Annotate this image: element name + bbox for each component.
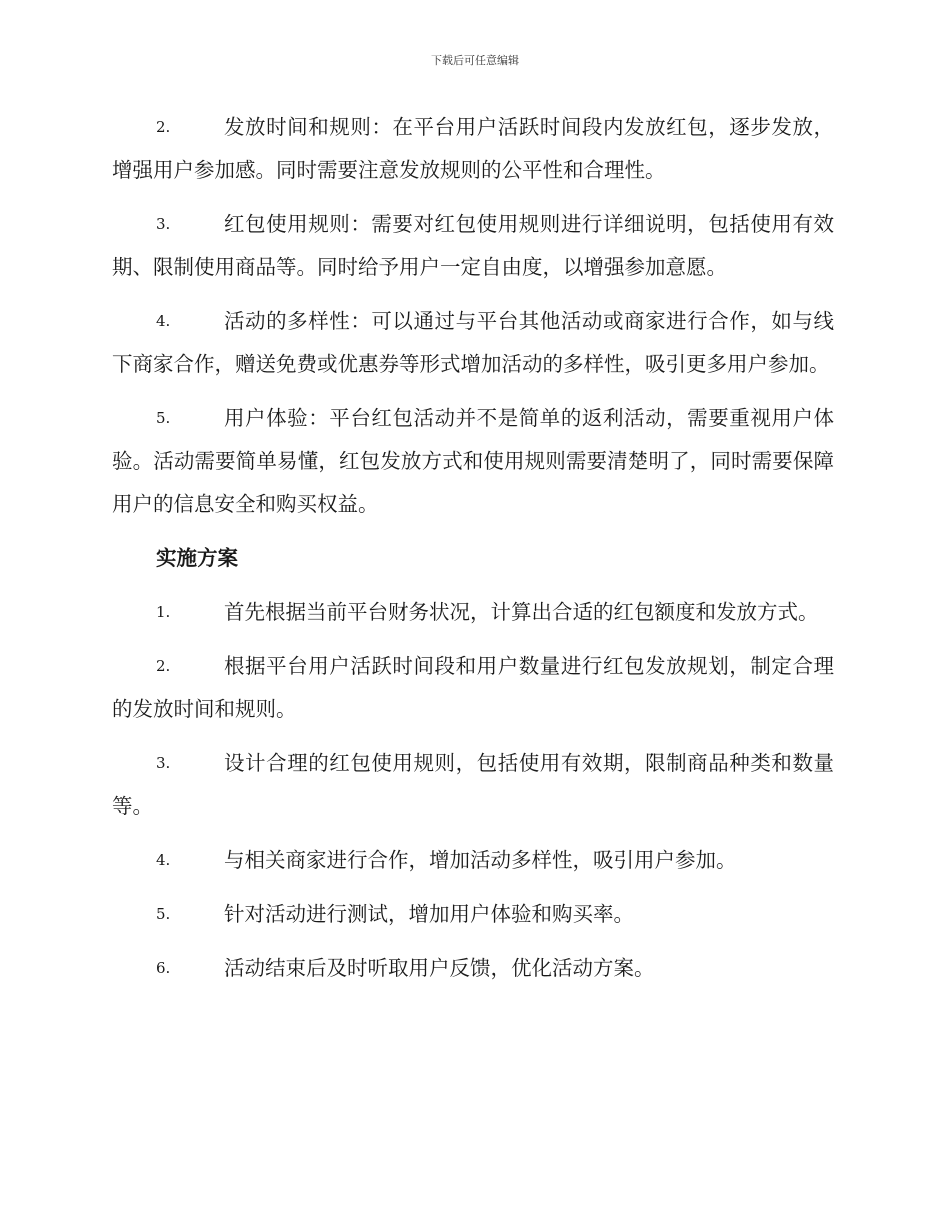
list-text: 首先根据当前平台财务状况，计算出合适的红包额度和发放方式。 bbox=[224, 600, 819, 624]
list-number: 4. bbox=[156, 851, 171, 869]
list-text: 用户体验：平台红包活动并不是简单的返利活动，需要重视用户体验。活动需要简单易懂，红包发放方式和使用规则需要清楚明了，同时需要保障用户的信息安全和购买权益。 bbox=[112, 406, 834, 516]
list-text: 发放时间和规则：在平台用户活跃时间段内发放红包，逐步发放，增强用户参加感。同时需要注意发放规则的公平性和合理性。 bbox=[112, 115, 834, 182]
list-text: 针对活动进行测试，增加用户体验和购买率。 bbox=[224, 902, 634, 926]
list-text: 设计合理的红包使用规则，包括使用有效期，限制商品种类和数量等。 bbox=[112, 751, 834, 818]
list-number: 5. bbox=[156, 905, 171, 923]
list-item bbox=[112, 203, 834, 289]
list-number: 1. bbox=[156, 603, 171, 621]
document-body bbox=[112, 106, 834, 1001]
list-item bbox=[112, 106, 834, 192]
list-number: 2. bbox=[156, 118, 171, 136]
list-text: 根据平台用户活跃时间段和用户数量进行红包发放规划，制定合理的发放时间和规则。 bbox=[112, 654, 834, 721]
list-number: 2. bbox=[156, 657, 171, 675]
list-number: 3. bbox=[156, 754, 171, 772]
list-item bbox=[112, 742, 834, 828]
page-header: 下载后可任意编辑 bbox=[431, 54, 519, 67]
list-number: 6. bbox=[156, 959, 171, 977]
list-item bbox=[112, 893, 834, 936]
list-text: 活动的多样性：可以通过与平台其他活动或商家进行合作，如与线下商家合作，赠送免费或优惠券等形式增加活动的多样性，吸引更多用户参加。 bbox=[112, 309, 834, 376]
list-text: 与相关商家进行合作，增加活动多样性，吸引用户参加。 bbox=[224, 848, 737, 872]
list-item bbox=[112, 591, 834, 634]
list-text: 红包使用规则：需要对红包使用规则进行详细说明，包括使用有效期、限制使用商品等。同时给予用户一定自由度，以增强参加意愿。 bbox=[112, 212, 834, 279]
list-number: 3. bbox=[156, 215, 171, 233]
section-heading: 实施方案 bbox=[156, 546, 238, 570]
list-item bbox=[112, 645, 834, 731]
list-item bbox=[112, 397, 834, 526]
list-item bbox=[112, 947, 834, 990]
list-number: 4. bbox=[156, 312, 171, 330]
list-item bbox=[112, 300, 834, 386]
list-text: 活动结束后及时听取用户反馈，优化活动方案。 bbox=[224, 956, 655, 980]
list-number: 5. bbox=[156, 409, 171, 427]
list-item bbox=[112, 839, 834, 882]
